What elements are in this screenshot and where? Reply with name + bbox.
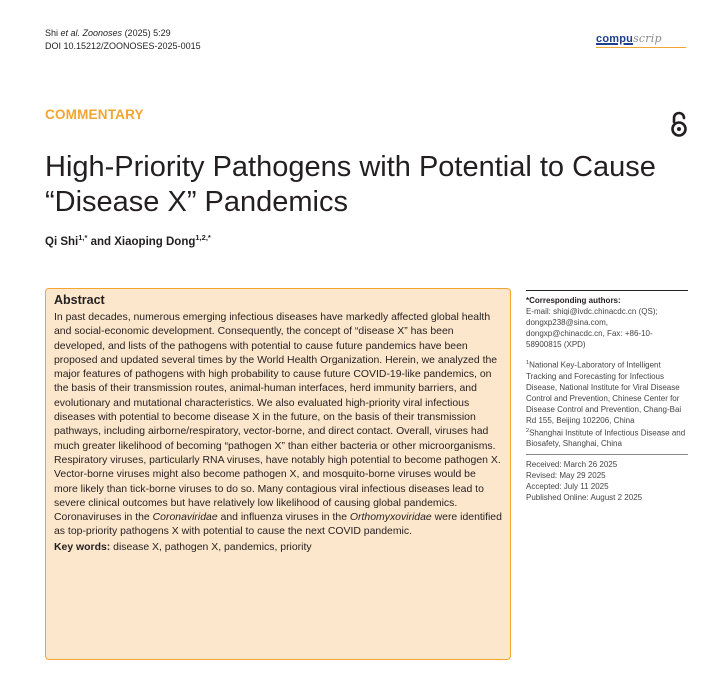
article-category: COMMENTARY xyxy=(45,107,144,122)
sidebar xyxy=(526,290,688,503)
author-2-affiliation: 1,2,* xyxy=(195,233,211,242)
author-2[interactable]: and Xiaoping Dong xyxy=(87,235,196,248)
aff1-text: National Key-Laboratory of Intelligent Tracking and Forecasting for Infectious Disease, National Institute for Viral Disease Control and Prevention, Chinese Center for Disease Control and Prevention, Chang-Bai Rd 155, Beijing 102206, China xyxy=(526,360,682,425)
keywords xyxy=(54,541,502,555)
journal-citation xyxy=(45,27,201,53)
abstract-italic-1: Coronaviridae xyxy=(152,512,218,524)
logo-part-1: compu xyxy=(596,33,634,45)
logo-underline xyxy=(596,47,686,48)
abstract-heading: Abstract xyxy=(54,293,105,307)
abstract-text-1: In past decades, numerous emerging infectious diseases have markedly affected global health and social-economic development. Consequently, the concept of “disease X” has been developed, and lists of the pathogens with potential to cause future pandemics have been proposed and updated several times by the World Health Organization. Herein, we analyzed the major features of pathogens with high probability to cause future COVID-19-like pandemics, on the basis of their transmission routes, animal-human interfaces, herd immunity barriers, and evolutionary and mutational characteristics. We also evaluated high-priority viral infectious diseases with potential to become disease X in the future, on the basis of their transmission pathways, including airborne/respiratory, vector-borne, and direct contact. Overall, viruses had much greater likelihood of becoming “pathogen X” than either bacteria or other microorganisms. Respiratory viruses, particularly RNA viruses, have notably high potential to become pathogen X. Vector-borne viruses might also become pathogen X, and mosquito-borne viruses would be more likely than tick-borne viruses to do so. Many contagious viral infectious diseases lead to severe clinical outcomes but have relatively low likelihood of causing global pandemics. Coronaviruses in the xyxy=(54,312,501,524)
affiliation-1 xyxy=(526,358,688,426)
revised-date: Revised: May 29 2025 xyxy=(526,471,606,481)
aff1-marker: 1 xyxy=(526,360,530,366)
doi[interactable]: DOI 10.15212/ZOONOSES-2025-0015 xyxy=(45,41,201,51)
abstract-text xyxy=(54,311,502,540)
aff2-text: Shanghai Institute of Infectious Disease and Biosafety, Shanghai, China xyxy=(526,428,686,449)
accepted-date: Accepted: July 11 2025 xyxy=(526,482,609,492)
aff2-marker: 2 xyxy=(526,427,530,434)
affiliation-2 xyxy=(526,426,688,450)
keywords-label: Key words: xyxy=(54,541,111,553)
cite-authors: Shi xyxy=(45,28,61,38)
author-1-affiliation: 1,* xyxy=(78,233,88,242)
citation-line xyxy=(45,27,201,40)
abstract-box xyxy=(45,288,511,660)
received-date: Received: March 26 2025 xyxy=(526,460,618,470)
abstract-text-3: were identified as top-priority pathogens X with potential to cause the next COVID pandemic. xyxy=(54,512,502,538)
cite-journal: et al. Zoonoses xyxy=(60,28,123,38)
abstract-italic-2: Orthomyxoviridae xyxy=(349,512,432,524)
article-title: High-Priority Pathogens with Potential to Cause “Disease X” Pandemics xyxy=(45,151,656,218)
author-list xyxy=(45,233,211,248)
sidebar-top-rule xyxy=(526,290,688,291)
open-access-icon xyxy=(668,110,690,138)
keywords-list: disease X, pathogen X, pandemics, priority xyxy=(110,541,312,553)
sidebar-mid-rule xyxy=(526,454,688,455)
logo-part-2: scrip xyxy=(633,32,662,45)
publisher-logo[interactable] xyxy=(596,32,662,45)
corresponding-heading: *Corresponding authors: xyxy=(526,296,621,305)
cite-volume: (2025) 5:29 xyxy=(122,28,171,38)
author-1[interactable]: Qi Shi xyxy=(45,235,79,248)
abstract-text-2: and influenza viruses in the xyxy=(217,512,350,524)
published-date: Published Online: August 2 2025 xyxy=(526,493,643,503)
corresponding-text[interactable]: E-mail: shiqi@ivdc.chinacdc.cn (QS); dongxp238@sina.com, dongxp@chinacdc.cn, Fax: +86-10-58900815 (XPD) xyxy=(526,307,658,349)
